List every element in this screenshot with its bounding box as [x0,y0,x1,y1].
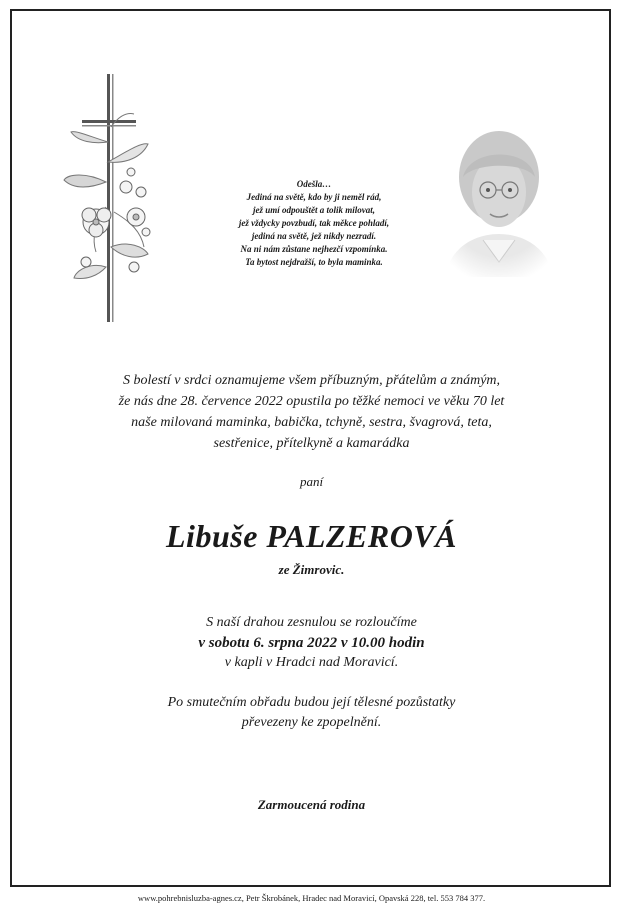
poem-line: Odešla… [296,179,332,189]
last-name: PALZEROVÁ [266,518,457,554]
poem-line: Na ni nám zůstane nejhezčí vzpomínka. [240,244,388,254]
farewell-place: v kapli v Hradci nad Moravicí. [224,655,399,670]
title-word: paní [299,474,324,489]
announcement-line: S bolestí v srdci oznamujeme všem příbuzným, přátelům a známým, [122,373,501,388]
announcement-line: že nás dne 28. července 2022 opustila po těžké nemoci ve věku 70 let [118,394,505,409]
poem-line: Ta bytost nejdražší, to byla maminka. [245,257,383,267]
farewell-date-time: v sobotu 6. srpna 2022 v 10.00 hodin [198,635,425,651]
signature: Zarmoucená rodina [257,797,366,812]
first-name: Libuše [166,518,258,554]
farewell-info [60,613,563,673]
footer-contact: www.pohrebnisluzba-agnes.cz, Petr Škrobánek, Hradec nad Moravicí, Opavská 228, tel. 553 784 377. [137,893,486,903]
announcement-line: naše milovaná maminka, babička, tchyně, sestra, švagrová, teta, [131,415,492,430]
cremation-note [60,693,563,733]
poem [196,178,432,269]
origin-place: ze Žimrovic. [278,562,345,577]
cremation-line: převezeny ke zpopelnění. [241,715,382,730]
announcement-text [60,370,563,454]
farewell-line: S naší drahou zesnulou se rozloučíme [206,615,417,630]
cremation-line: Po smutečním obřadu budou její tělesné pozůstatky [167,695,456,710]
portrait-photo [435,122,563,277]
announcement-line: sestřenice, přítelkyně a kamarádka [213,436,410,451]
poem-line: jediná na světě, jež nikdy nezradí. [251,231,377,241]
poem-line: Jediná na světě, kdo by ji neměl rád, [246,192,382,202]
poem-line: jež umí odpouštět a tolik milovat, [252,205,375,215]
poem-line: jež vždycky povzbudí, tak měkce pohladí, [238,218,390,228]
cross-with-flowers-image [56,72,166,324]
deceased-name [60,518,563,555]
